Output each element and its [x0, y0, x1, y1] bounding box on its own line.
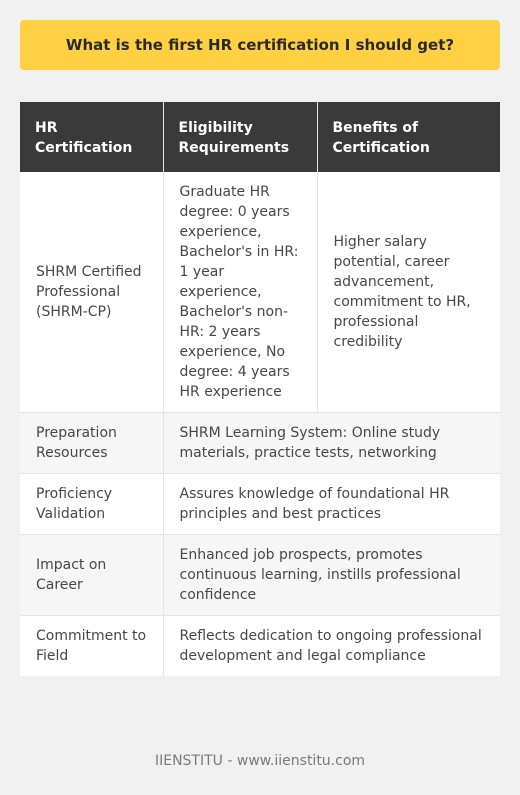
table-row	[20, 535, 500, 616]
row-label: Preparation Resources	[20, 413, 163, 474]
row-label: Impact on Career	[20, 535, 163, 616]
table-row	[20, 616, 500, 677]
certification-table	[20, 102, 500, 676]
row-value: Assures knowledge of foundational HR principles and best practices	[163, 474, 500, 535]
row-value: Graduate HR degree: 0 years experience, Bachelor's in HR: 1 year experience, Bachelor's non-HR: 2 years experience, No degree: 4 years HR experience	[163, 172, 317, 413]
table-row	[20, 413, 500, 474]
header-eligibility-requirements: Eligibility Requirements	[163, 102, 317, 172]
row-value: Reflects dedication to ongoing professional development and legal compliance	[163, 616, 500, 677]
row-label: SHRM Certified Professional (SHRM-CP)	[20, 172, 163, 413]
page-title-text: What is the first HR certification I should get?	[65, 36, 455, 54]
header-benefits-of-certification: Benefits of Certification	[317, 102, 500, 172]
table-row	[20, 474, 500, 535]
row-benefits: Higher salary potential, career advancement, commitment to HR, professional credibility	[317, 172, 500, 413]
table-header-row	[20, 102, 500, 172]
page-title	[20, 20, 500, 70]
footer-credit: IIENSTITU - www.iienstitu.com	[154, 753, 366, 769]
table-row	[20, 172, 500, 413]
row-label: Proficiency Validation	[20, 474, 163, 535]
row-label: Commitment to Field	[20, 616, 163, 677]
row-value: Enhanced job prospects, promotes continuous learning, instills professional confidence	[163, 535, 500, 616]
row-value: SHRM Learning System: Online study materials, practice tests, networking	[163, 413, 500, 474]
header-hr-certification: HR Certification	[20, 102, 163, 172]
